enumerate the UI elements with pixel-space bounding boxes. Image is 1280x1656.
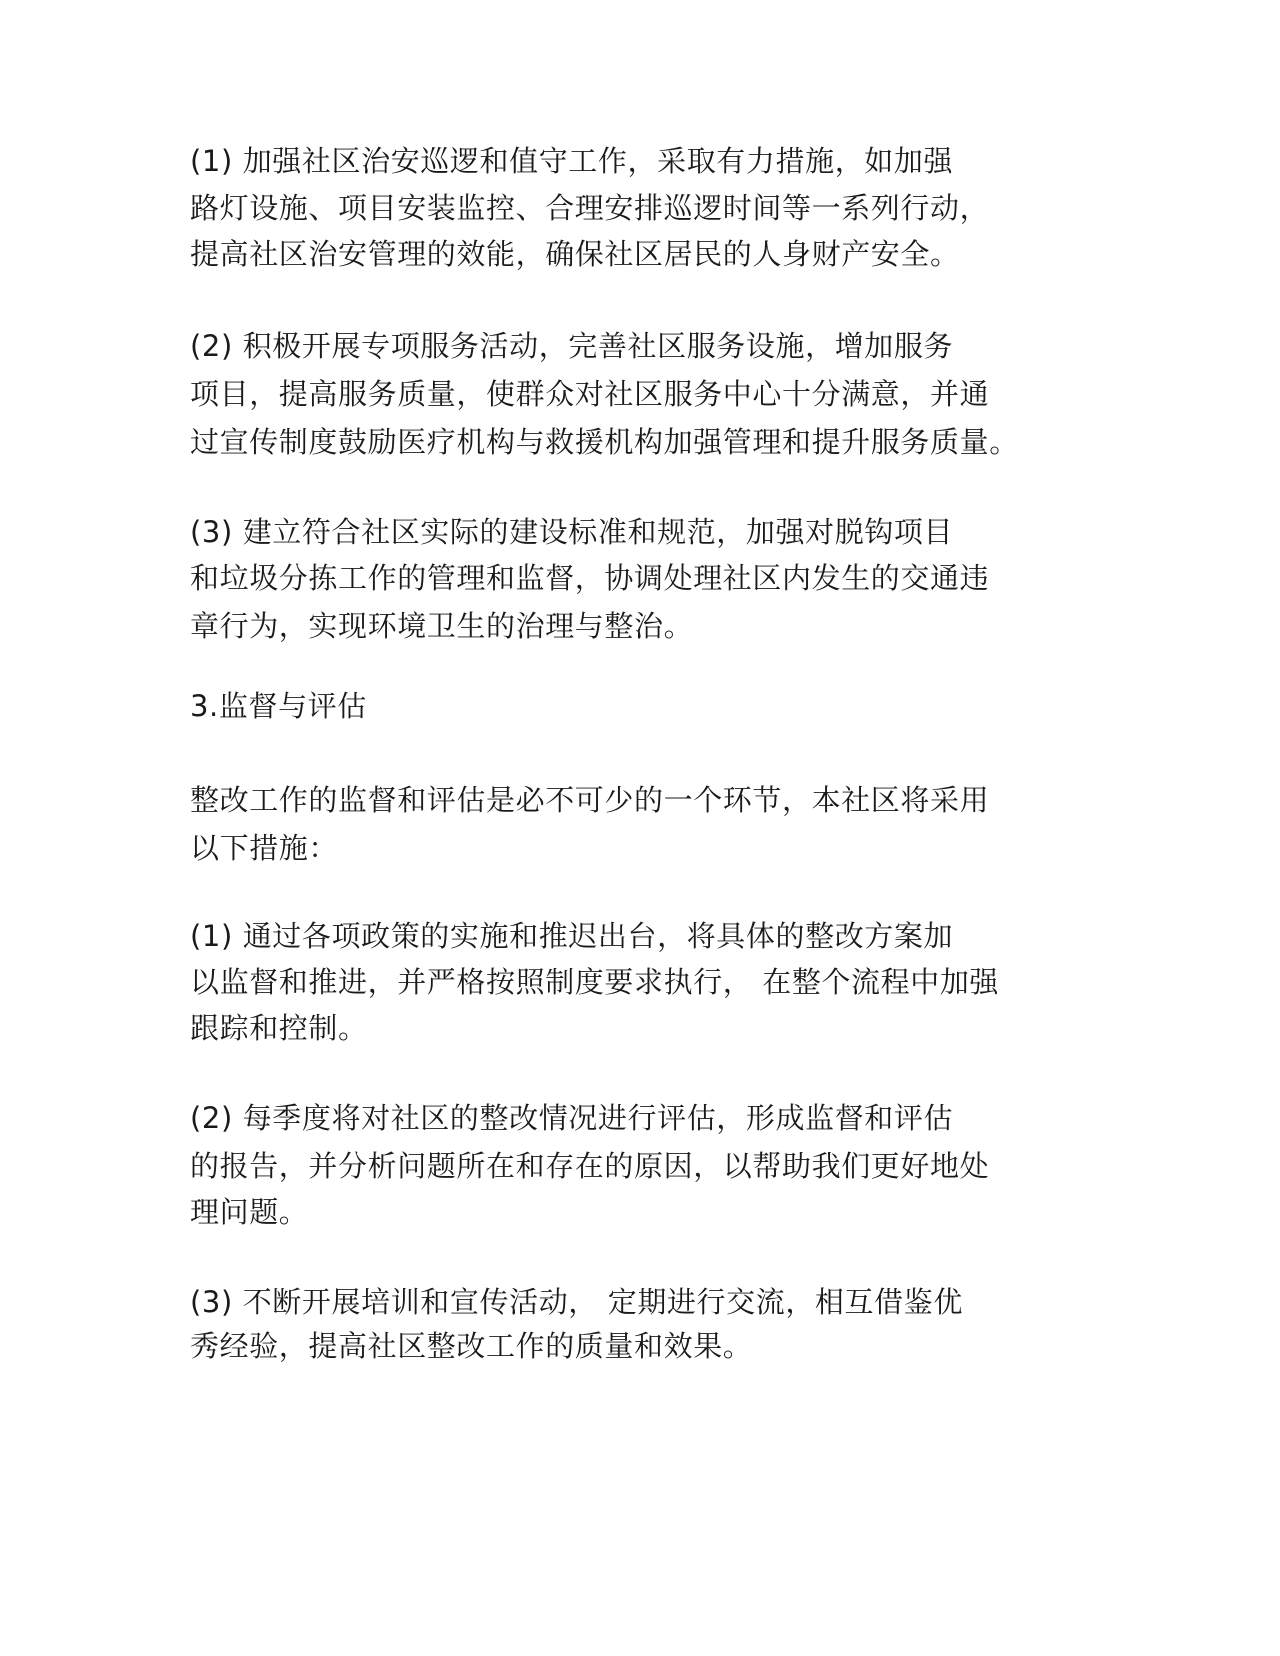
paragraph-1-line-1: (1) 加强社区治安巡逻和值守工作，采取有力措施，如加强	[190, 144, 954, 178]
measure-1-line-1: (1) 通过各项政策的实施和推迟出台，将具体的整改方案加	[190, 919, 954, 953]
paragraph-3-line-2: 和垃圾分拣工作的管理和监督，协调处理社区内发生的交通违	[190, 561, 990, 595]
intro-line-2: 以下措施：	[190, 831, 339, 865]
measure-2-line-1: (2) 每季度将对社区的整改情况进行评估，形成监督和评估	[190, 1101, 954, 1135]
paragraph-3-line-1: (3) 建立符合社区实际的建设标准和规范，加强对脱钩项目	[190, 515, 954, 549]
paragraph-2-line-3: 过宣传制度鼓励医疗机构与救援机构加强管理和提升服务质量。	[190, 425, 1019, 459]
section-heading: 3.监督与评估	[190, 689, 367, 723]
paragraph-1-line-2: 路灯设施、项目安装监控、合理安排巡逻时间等一系列行动，	[190, 191, 990, 225]
measure-2-line-3: 理问题。	[190, 1195, 309, 1229]
measure-1-line-2: 以监督和推进，并严格按照制度要求执行， 在整个流程中加强	[190, 965, 1000, 999]
paragraph-2-line-2: 项目，提高服务质量，使群众对社区服务中心十分满意，并通	[190, 377, 990, 411]
measure-2-line-2: 的报告，并分析问题所在和存在的原因，以帮助我们更好地处	[190, 1149, 990, 1183]
paragraph-2-line-1: (2) 积极开展专项服务活动，完善社区服务设施，增加服务	[190, 329, 954, 363]
intro-line-1: 整改工作的监督和评估是必不可少的一个环节，本社区将采用	[190, 783, 990, 817]
paragraph-3-line-3: 章行为，实现环境卫生的治理与整治。	[190, 609, 694, 643]
measure-3-line-2: 秀经验，提高社区整改工作的质量和效果。	[190, 1329, 753, 1363]
paragraph-1-line-3: 提高社区治安管理的效能，确保社区居民的人身财产安全。	[190, 237, 960, 271]
measure-1-line-3: 跟踪和控制。	[190, 1011, 368, 1045]
measure-3-line-1: (3) 不断开展培训和宣传活动， 定期进行交流，相互借鉴优	[190, 1285, 963, 1319]
